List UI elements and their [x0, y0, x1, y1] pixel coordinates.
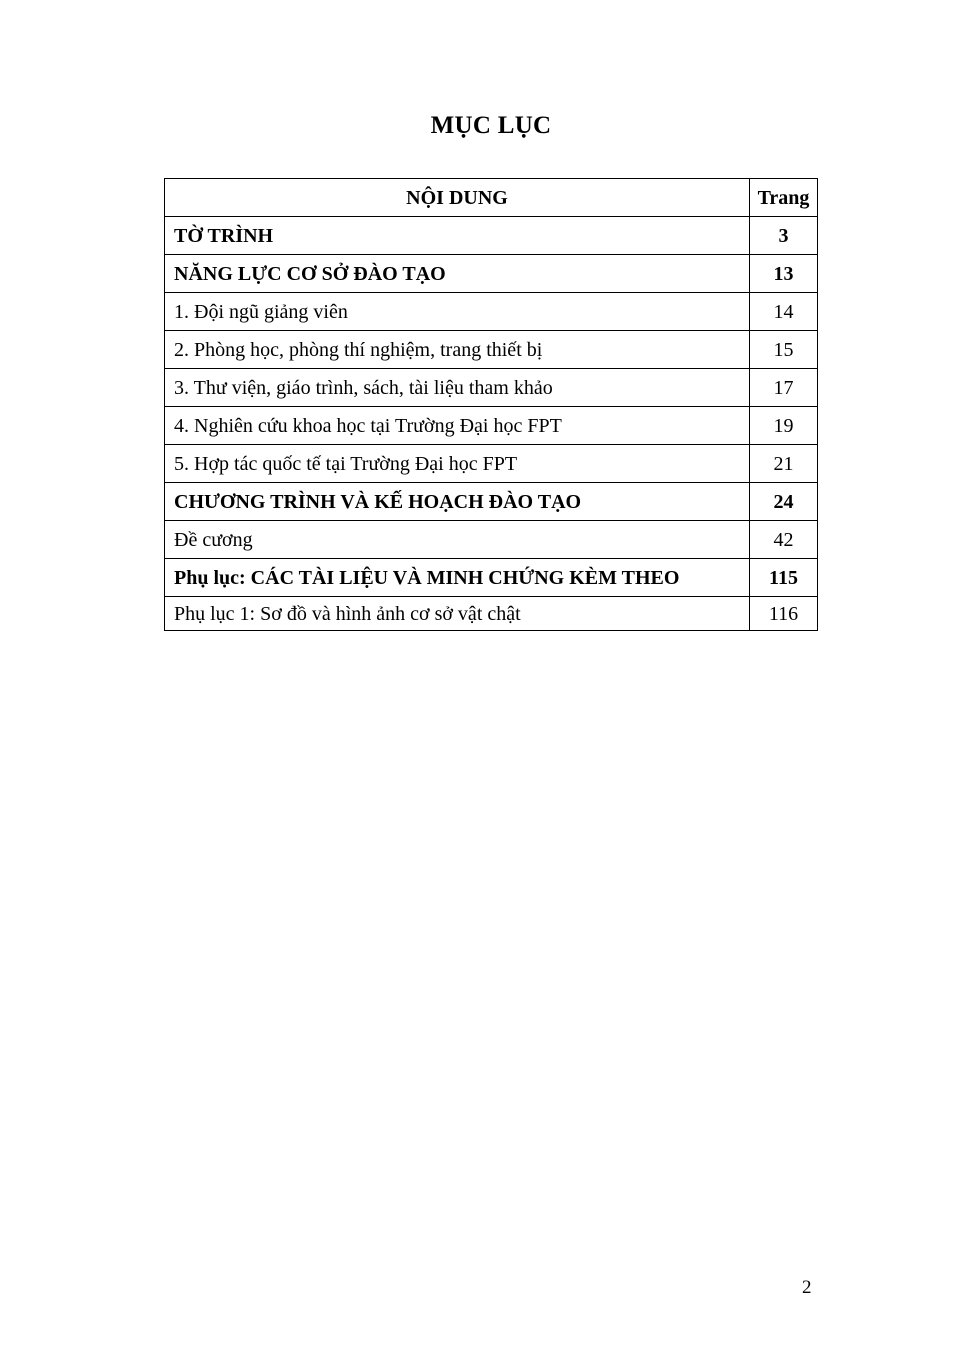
- toc-row[interactable]: [165, 331, 818, 369]
- toc-entry-page: 13: [750, 255, 818, 293]
- page-number: 2: [802, 1277, 812, 1298]
- toc-row[interactable]: [165, 217, 818, 255]
- toc-entry-title: 2. Phòng học, phòng thí nghiệm, trang thiết bị: [165, 331, 750, 369]
- toc-row[interactable]: [165, 407, 818, 445]
- toc-row[interactable]: [165, 597, 818, 631]
- header-page: Trang: [750, 179, 818, 217]
- toc-entry-page: 19: [750, 407, 818, 445]
- toc-entry-page: 15: [750, 331, 818, 369]
- toc-entry-title: 1. Đội ngũ giảng viên: [165, 293, 750, 331]
- page-title: MỤC LỤC: [430, 112, 552, 139]
- toc-entry-title: Phụ lục 1: Sơ đồ và hình ảnh cơ sở vật chật: [165, 597, 750, 631]
- toc-row[interactable]: [165, 483, 818, 521]
- table-of-contents: [164, 178, 818, 631]
- toc-entry-page: 14: [750, 293, 818, 331]
- toc-row[interactable]: [165, 255, 818, 293]
- toc-entry-title: 5. Hợp tác quốc tế tại Trường Đại học FPT: [165, 445, 750, 483]
- toc-entry-page: 3: [750, 217, 818, 255]
- toc-entry-page: 116: [750, 597, 818, 631]
- toc-entry-title: CHƯƠNG TRÌNH VÀ KẾ HOẠCH ĐÀO TẠO: [165, 483, 750, 521]
- toc-entry-title: 4. Nghiên cứu khoa học tại Trường Đại học FPT: [165, 407, 750, 445]
- toc-entry-title: Đề cương: [165, 521, 750, 559]
- toc-entry-page: 21: [750, 445, 818, 483]
- toc-row[interactable]: [165, 369, 818, 407]
- toc-body: [165, 179, 818, 631]
- toc-row[interactable]: [165, 521, 818, 559]
- toc-entry-title: TỜ TRÌNH: [165, 217, 750, 255]
- toc-entry-page: 17: [750, 369, 818, 407]
- toc-entry-title: 3. Thư viện, giáo trình, sách, tài liệu tham khảo: [165, 369, 750, 407]
- toc-entry-page: 115: [750, 559, 818, 597]
- header-content: NỘI DUNG: [165, 179, 750, 217]
- toc-entry-page: 24: [750, 483, 818, 521]
- toc-header-row: [165, 179, 818, 217]
- toc-entry-page: 42: [750, 521, 818, 559]
- toc-entry-title: NĂNG LỰC CƠ SỞ ĐÀO TẠO: [165, 255, 750, 293]
- toc-row[interactable]: [165, 293, 818, 331]
- toc-row[interactable]: [165, 445, 818, 483]
- toc-entry-title: Phụ lục: CÁC TÀI LIỆU VÀ MINH CHỨNG KÈM THEO: [165, 559, 750, 597]
- toc-row[interactable]: [165, 559, 818, 597]
